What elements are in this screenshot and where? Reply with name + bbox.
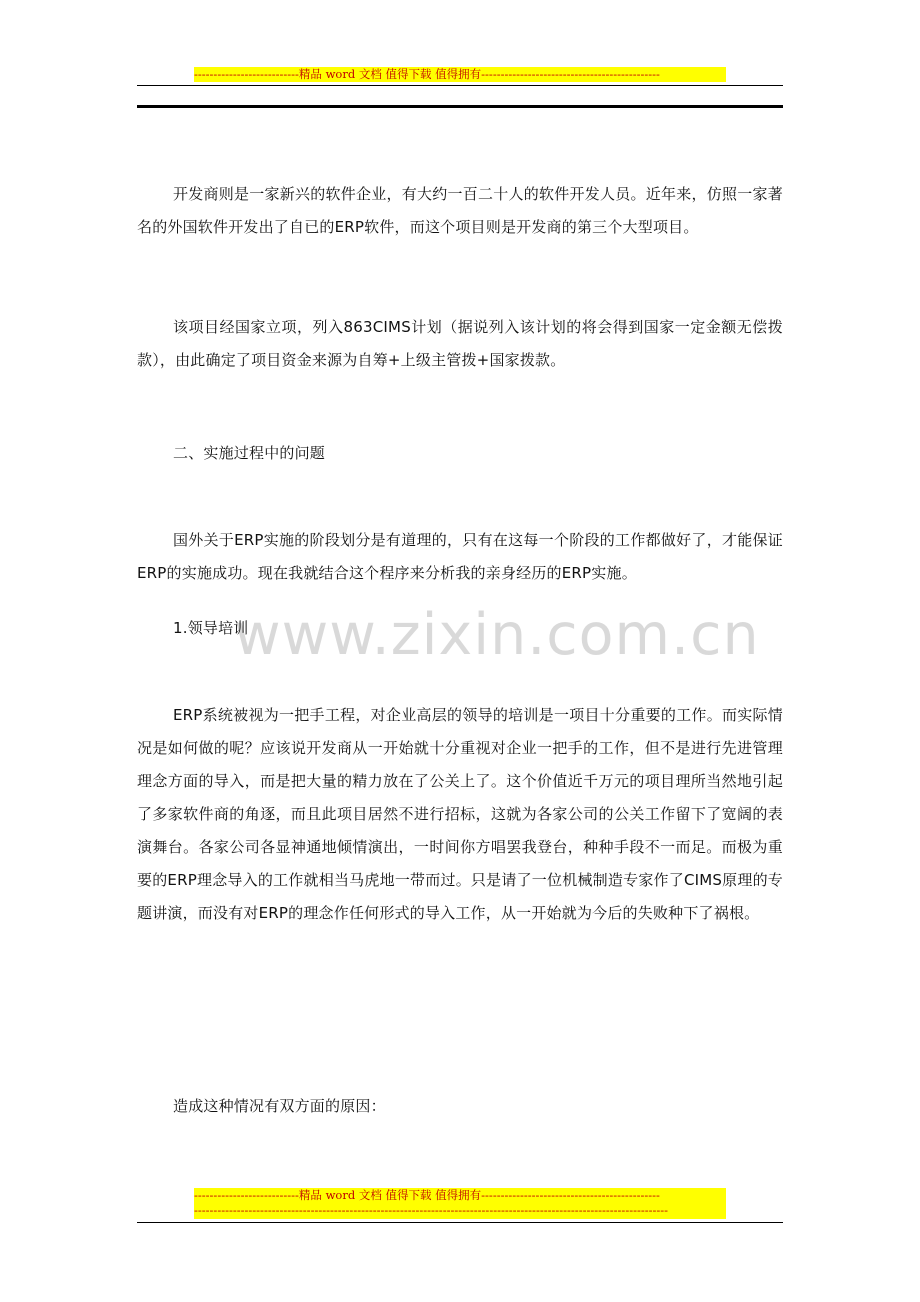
header-divider-thick xyxy=(137,105,783,108)
header-divider-thin xyxy=(137,85,783,86)
paragraph-reasons: 造成这种情况有双方面的原因： xyxy=(173,1097,386,1115)
footer-divider xyxy=(137,1222,783,1223)
paragraph-developer: 开发商则是一家新兴的软件企业，有大约一百二十人的软件开发人员。近年来，仿照一家著名的外国软件开发出了自已的ERP软件，而这个项目则是开发商的第三个大型项目。 xyxy=(137,185,783,236)
paragraph-leadership-training: ERP系统被视为一把手工程，对企业高层的领导的培训是一项目十分重要的工作。而实际情况是如何做的呢？应该说开发商从一开始就十分重视对企业一把手的工作，但不是进行先进管理理念方面的导入，而是把大量的精力放在了公关上了。这个价值近千万元的项目理所当然地引起了多家软件商的角逐，而且此项目居然不进行招标，这就为各家公司的公关工作留下了宽阔的表演舞台。各家公司各显神通地倾情演出，一时间你方唱罢我登台，种种手段不一而足。而极为重要的ERP理念导入的工作就相当马虎地一带而过。只是请了一位机械制造专家作了CIMS原理的专题讲演，而没有对ERP的理念作任何形式的导入工作，从一开始就为今后的失败种下了祸根。 xyxy=(137,706,783,922)
subheading-leadership-training: 1.领导培训 xyxy=(173,619,249,637)
footer-banner-dashes: -------------------------------------------------------------------------------------------------------------------------- xyxy=(194,1203,669,1217)
header-banner-text: ---------------------------精品 word 文档 值得下载 值得拥有---------------------------------------------- xyxy=(194,67,660,81)
footer-banner-text: ---------------------------精品 word 文档 值得下载 值得拥有---------------------------------------------- xyxy=(194,1188,660,1202)
paragraph-implementation: 国外关于ERP实施的阶段划分是有道理的，只有在这每一个阶段的工作都做好了，才能保证ERP的实施成功。现在我就结合这个程序来分析我的亲身经历的ERP实施。 xyxy=(137,531,783,582)
footer-banner xyxy=(194,1188,726,1219)
section-heading-problems: 二、实施过程中的问题 xyxy=(173,444,326,462)
watermark: www.zixin.com.cn xyxy=(234,602,760,668)
header-banner xyxy=(194,67,726,82)
paragraph-funding: 该项目经国家立项，列入863CIMS计划（据说列入该计划的将会得到国家一定金额无偿拨款），由此确定了项目资金来源为自筹+上级主管拨+国家拨款。 xyxy=(137,318,783,369)
